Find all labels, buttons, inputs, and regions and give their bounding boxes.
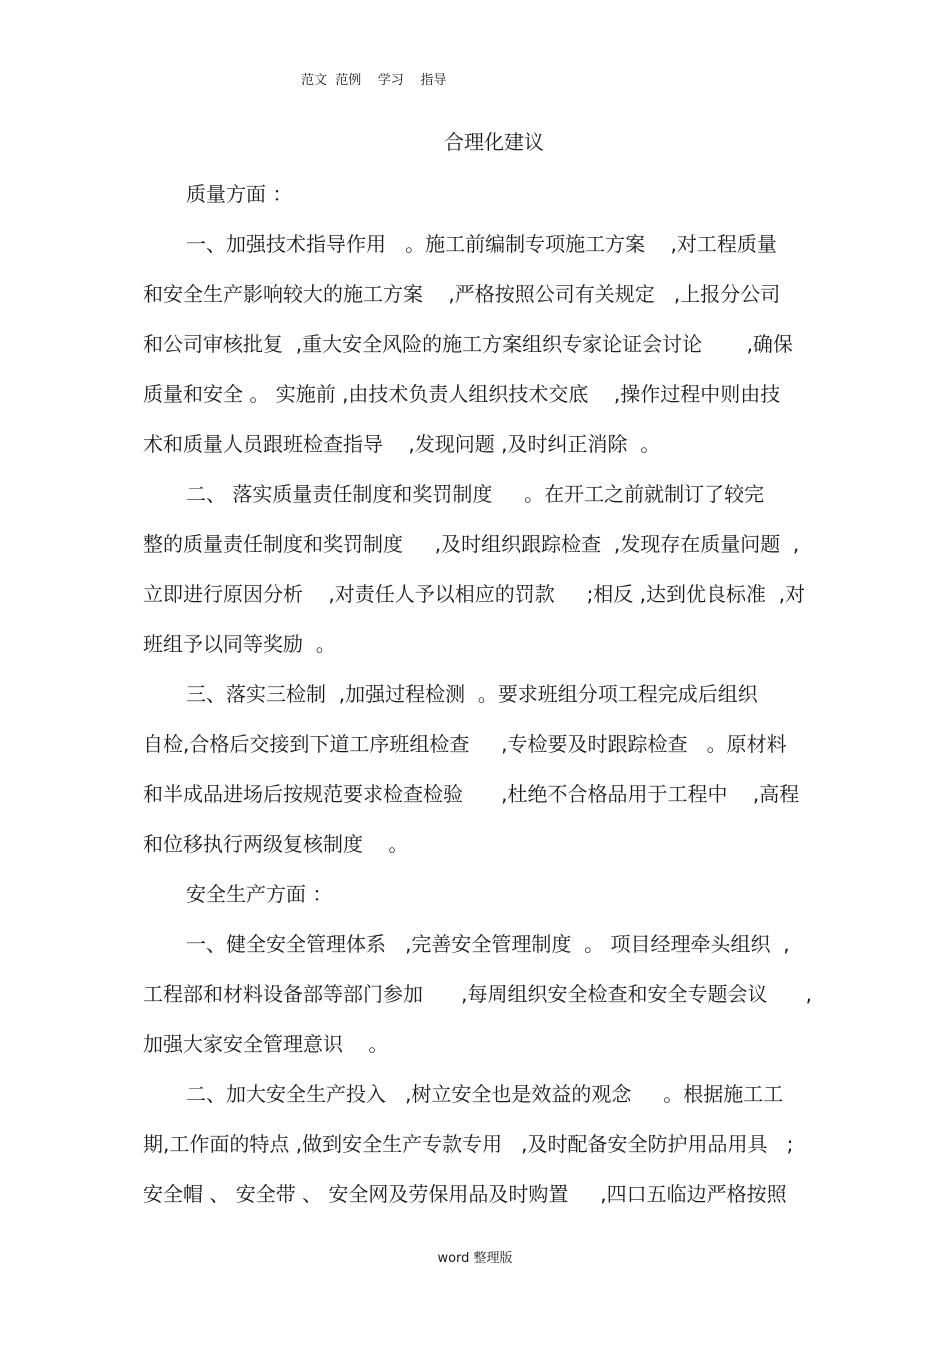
paragraph-line: 自检,合格后交接到下道工序班组检查 ,专检要及时跟踪检查 。原材料 <box>143 732 787 756</box>
paragraph-line: 一、健全安全管理体系 ,完善安全管理制度 。 项目经理牵头组织 , <box>186 932 790 956</box>
paragraph-line: 一、加强技术指导作用 。施工前编制专项施工方案 ,对工程质量 <box>186 232 777 256</box>
paragraph-line: 期,工作面的特点 ,做到安全生产专款专用 ,及时配备安全防护用品用具 ; <box>143 1132 794 1156</box>
paragraph-line: 班组予以同等奖励 。 <box>143 632 336 656</box>
paragraph-line: 和位移执行两级复核制度 。 <box>143 832 409 856</box>
paragraph-line: 立即进行原因分析 ,对责任人予以相应的罚款 ;相反 ,达到优良标准 ,对 <box>143 582 806 606</box>
paragraph-line: 术和质量人员跟班检查指导 ,发现问题 ,及时纠正消除 。 <box>143 432 661 456</box>
paragraph-line: 加强大家安全管理意识 。 <box>143 1032 389 1056</box>
paragraph-line: 三、落实三检制 ,加强过程检测 。要求班组分项工程完成后组织 <box>186 682 758 706</box>
section-heading-quality: 质量方面 ： <box>186 182 293 206</box>
paragraph-line: 和半成品进场后按规范要求检查检验 ,杜绝不合格品用于工程中 ,高程 <box>143 782 800 806</box>
paragraph-line: 和公司审核批复 ,重大安全风险的施工方案组织专家论证会讨论 ,确保 <box>143 332 793 356</box>
paragraph-line: 安全帽 、 安全带 、 安全网及劳保用品及时购置 ,四口五临边严格按照 <box>143 1182 787 1206</box>
paragraph-line: 二、加大安全生产投入 ,树立安全也是效益的观念 。根据施工工 <box>186 1082 784 1106</box>
paragraph-line: 质量和安全 。 实施前 ,由技术负责人组织技术交底 ,操作过程中则由技 <box>143 382 781 406</box>
section-heading-safety: 安全生产方面 ： <box>186 882 333 906</box>
document-title: 合理化建议 <box>444 130 544 154</box>
paragraph-line: 工程部和材料设备部等部门参加 ,每周组织安全检查和安全专题会议 , <box>143 982 813 1006</box>
page-header: 范文 范例 学习 指导 <box>301 73 447 88</box>
page-footer: word 整理版 <box>437 1251 513 1266</box>
paragraph-line: 整的质量责任制度和奖罚制度 ,及时组织跟踪检查 ,发现存在质量问题 , <box>143 532 800 556</box>
paragraph-line: 二、 落实质量责任制度和奖罚制度 。在开工之前就制订了较完 <box>186 482 765 506</box>
paragraph-line: 和安全生产影响较大的施工方案 ,严格按照公司有关规定 ,上报分公司 <box>143 282 781 306</box>
